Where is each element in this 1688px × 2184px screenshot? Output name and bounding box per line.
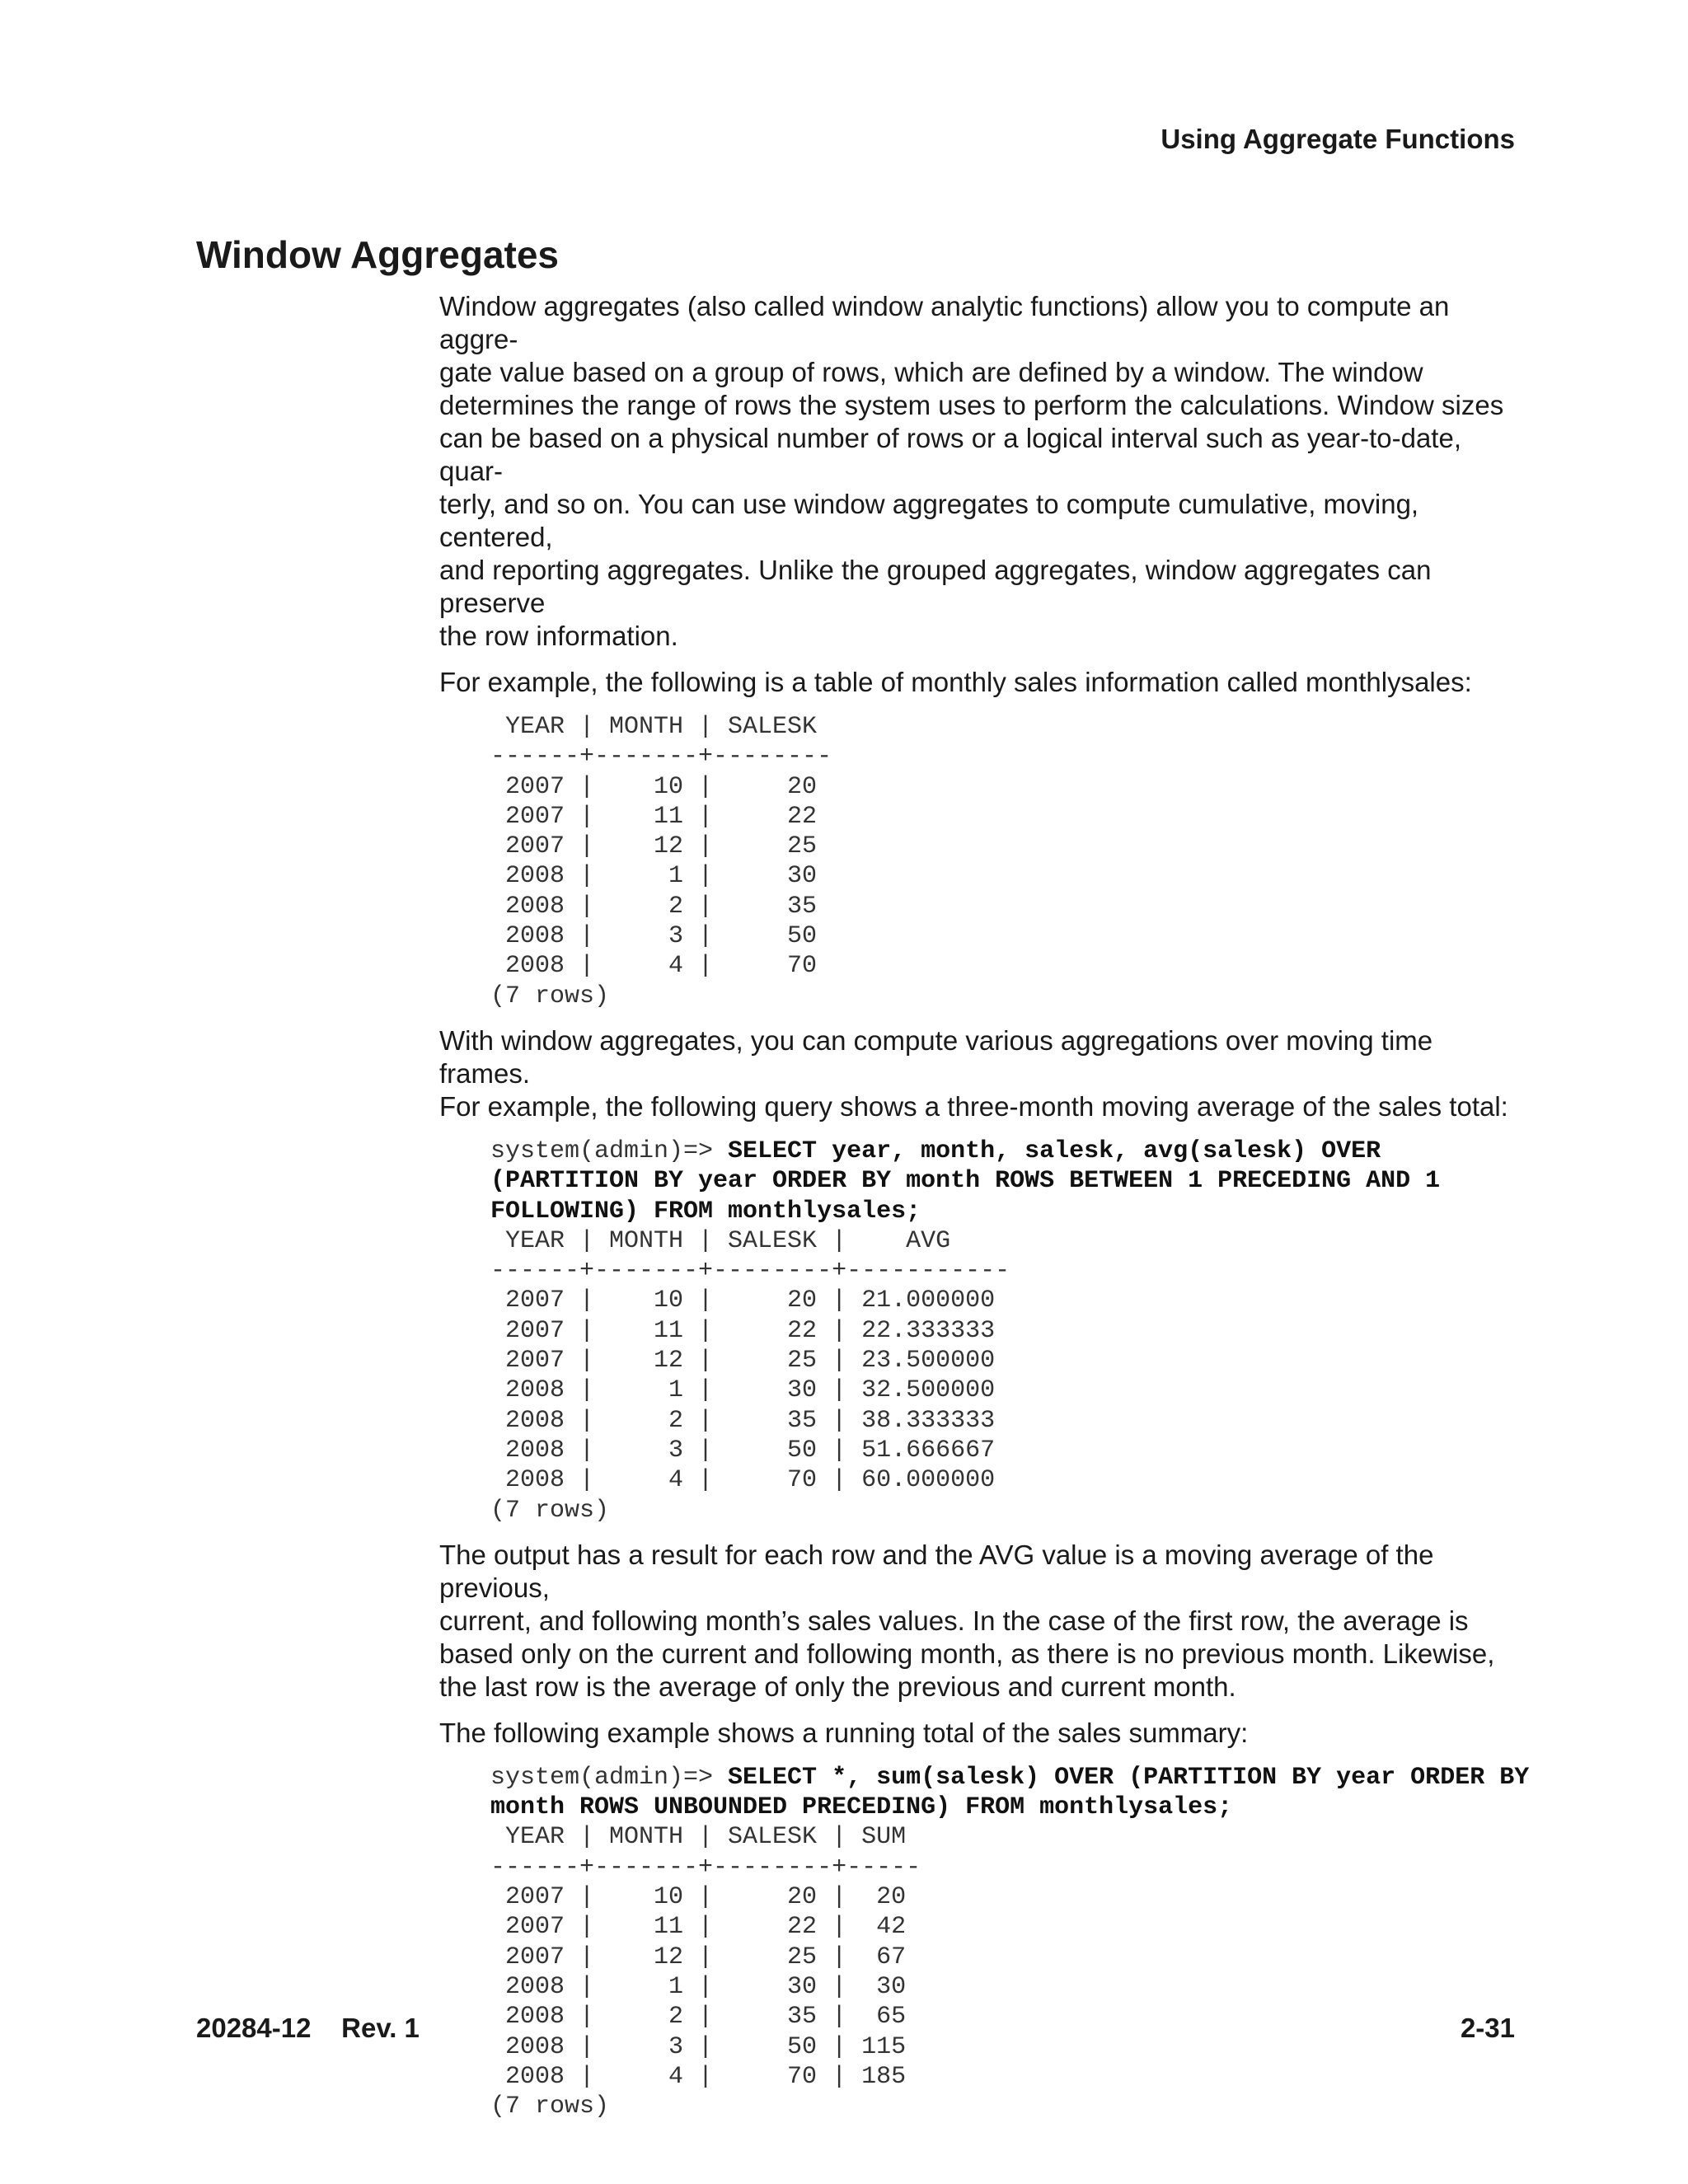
query2-result: YEAR | MONTH | SALESK | SUM ------+-------+--------+----- 2007 | 10 | 20 | 20 2007 | 11 | 22 | 42 2007 | 12 | 25 | 67 2008 | 1 | 30 | 30 2008 | 2 | 35 | 65 2008 | 3 | 50 | 115 2008 | 4 | 70 | 185 (7 rows) <box>490 1823 921 2121</box>
footer-doc-id: 20284-12 Rev. 1 <box>196 2013 420 2043</box>
running-header: Using Aggregate Functions <box>1160 124 1515 154</box>
running-total-intro-paragraph: The following example shows a running total of the sales summary: <box>439 1717 1249 1748</box>
moving-average-intro-paragraph: With window aggregates, you can compute various aggregations over moving time frames. For example, the following query shows a three-month moving average of the sales total: <box>439 1024 1508 1122</box>
query2-prompt: system(admin)=> <box>490 1763 729 1792</box>
footer-page-number: 2-31 <box>1460 2013 1515 2043</box>
query1-result: YEAR | MONTH | SALESK | AVG ------+-------+--------+----------- 2007 | 10 | 20 | 21.000000 2007 | 11 | 22 | 22.333333 2007 | 12 | 25 | 23.500000 2008 | 1 | 30 | 32.500000 2008 | 2 | 35 | 38.333333 2008 | 3 | 50 | 51.666667 2008 | 4 | 70 | 60.000000 (7 rows) <box>490 1226 1010 1525</box>
query1-prompt: system(admin)=> <box>490 1137 729 1165</box>
query1-sql: SELECT year, month, salesk, avg(salesk) OVER (PARTITION BY year ORDER BY month ROWS BETWEEN 1 PRECEDING AND 1 FOLLOWING) FROM monthlysales; <box>490 1137 1441 1226</box>
body-column <box>439 290 1530 2135</box>
table-intro-paragraph: For example, the following is a table of monthly sales information called monthlysales: <box>439 667 1472 697</box>
running-total-code-block <box>439 1763 1530 2122</box>
section-title: Window Aggregates <box>196 233 560 276</box>
query2-sql: SELECT *, sum(salesk) OVER (PARTITION BY year ORDER BY month ROWS UNBOUNDED PRECEDING) FROM monthlysales; <box>490 1763 1530 1822</box>
moving-average-code-block <box>439 1137 1519 1526</box>
intro-paragraph: Window aggregates (also called window analytic functions) allow you to compute an aggre- gate value based on a group of rows, which are defined by a window. The window determines the range of rows the system uses to perform the calculations. Window sizes can be based on a physical number of rows or a logical interval such as year-to-date, quar- terly, and so on. You can use window aggregates to compute cumulative, moving, centered, and reporting aggregates. Unlike the grouped aggregates, window aggregates can preserve the row information. <box>439 291 1504 651</box>
monthlysales-table-output: YEAR | MONTH | SALESK ------+-------+-------- 2007 | 10 | 20 2007 | 11 | 22 2007 | 12 | 25 2008 | 1 | 30 2008 | 2 | 35 2008 | 3 | 50 2008 | 4 | 70 (7 rows) <box>490 713 832 1010</box>
moving-average-explanation-paragraph: The output has a result for each row and the AVG value is a moving average of the previous, current, and following month’s sales values. In the case of the first row, the average is based only on the current and following month, as there is no previous month. Likewise, the last row is the average of only the previous and current month. <box>439 1539 1495 1702</box>
